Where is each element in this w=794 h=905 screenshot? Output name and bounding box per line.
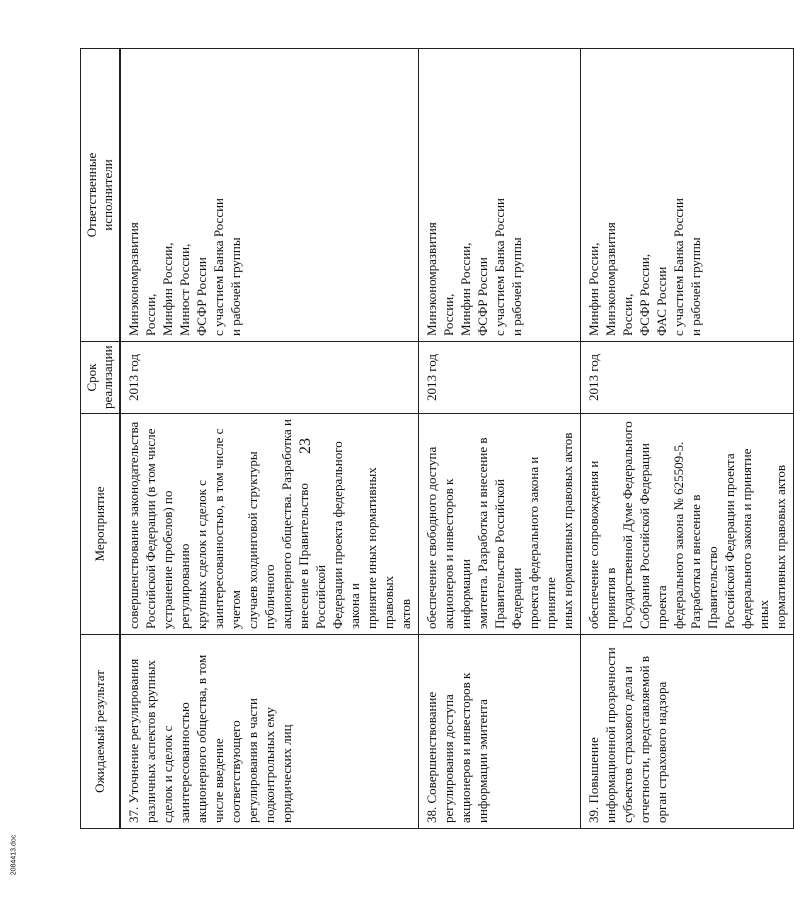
document-code: 2084413.doc xyxy=(10,834,18,876)
cell-measure: обеспечение свободного доступа акционеров и инвесторов к информации эмитента. Разработка и внесение в Правительство Российской Федерации проекта федерального закона и принятие иных нормативных правовых актов xyxy=(419,414,581,635)
cell-responsible: Минфин России, Минэкономразвития России, ФСФР России, ФАС России с участием Банка России и рабочей группы xyxy=(581,49,794,342)
header-expected-result: Ожидаемый результат xyxy=(81,635,121,829)
cell-measure: совершенствование законодательства Российской Федерации (в том числе устранение пробелов) по регулированию крупных сделок и сделок с заинтересованностью, в том числе с учетом случаев холдинговой структуры публичного акционерного общества. Разработка и внесение в Правительство Российской Федерации проекта федерального закона и принятие иных нормативных правовых актов xyxy=(120,414,419,635)
cell-expected-result: 37. Уточнение регулирования различных аспектов крупных сделок и сделок с заинтересованностью акционерного общества, в том числе введение соответствующего регулирования в части подконтрольных ему юридических лиц xyxy=(120,635,419,829)
cell-expected-result: 38. Совершенствование регулирования доступа акционеров и инвесторов к информации эмитента xyxy=(419,635,581,829)
cell-period: 2013 год xyxy=(581,342,794,414)
cell-responsible: Минэкономразвития России, Минфин России, Минюст России, ФСФР России с участием Банка России и рабочей группы xyxy=(120,49,419,342)
header-responsible: Ответственные исполнители xyxy=(81,49,121,342)
table-row xyxy=(581,49,794,829)
table-row xyxy=(120,49,419,829)
header-period: Срок реализации xyxy=(81,342,121,414)
table-header-row xyxy=(81,49,121,829)
table-row xyxy=(419,49,581,829)
cell-period: 2013 год xyxy=(120,342,419,414)
cell-responsible: Минэкономразвития России, Минфин России, ФСФР России с участием Банка России и рабочей группы xyxy=(419,49,581,342)
page-number: 23 xyxy=(297,438,314,454)
measures-table xyxy=(80,48,794,829)
header-measure: Мероприятие xyxy=(81,414,121,635)
cell-period: 2013 год xyxy=(419,342,581,414)
cell-measure: обеспечение сопровождения и принятия в Государственной Думе Федерального Собрания Российской Федерации проекта федерального закона № 625509-5. Разработка и внесение в Правительство Российской Федерации проекта федерального закона и принятие иных нормативных правовых актов xyxy=(581,414,794,635)
cell-expected-result: 39. Повышение информационной прозрачности субъектов страхового дела и отчетности, представляемой в орган страхового надзора xyxy=(581,635,794,829)
measures-table-rotated xyxy=(80,49,788,829)
